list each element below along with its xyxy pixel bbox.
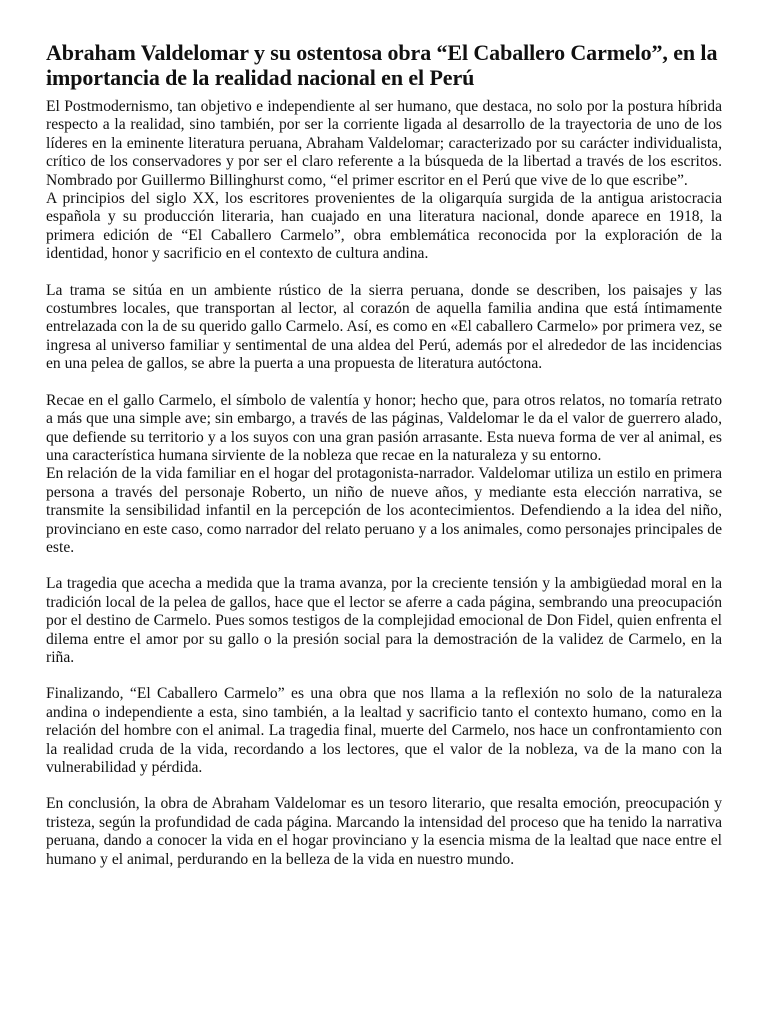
- document-page: [46, 40, 722, 869]
- paragraph-2: A principios del siglo XX, los escritores provenientes de la oligarquía surgida de la antigua aristocracia española y su producción literaria, han cuajado en una literatura nacional, donde aparece en 1918, la primera edición de “El Caballero Carmelo”, obra emblemática reconocida por la exploración de la identidad, honor y sacrificio en el contexto de cultura andina.: [46, 190, 722, 263]
- document-title: Abraham Valdelomar y su ostentosa obra “El Caballero Carmelo”, en la importancia de la realidad nacional en el Perú: [46, 40, 718, 90]
- paragraph-6: La tragedia que acecha a medida que la trama avanza, por la creciente tensión y la ambigüedad moral en la tradición local de la pelea de gallos, hace que el lector se aferre a cada página, sembrando una preocupación por el destino de Carmelo. Pues somos testigos de la complejidad emocional de Don Fidel, quien enfrenta el dilema entre el amor por su gallo o la presión social para la demostración de la validez de Carmelo, en la riña.: [46, 575, 722, 666]
- paragraph-4: Recae en el gallo Carmelo, el símbolo de valentía y honor; hecho que, para otros relatos, no tomaría retrato a más que una simple ave; sin embargo, a través de las páginas, Valdelomar le da el valor de guerrero alado, que defiende su territorio y a los suyos con una gran pasión arrasante. Esta nueva forma de ver al animal, es una característica humana sirviente de la nobleza que recae en la naturaleza y su entorno.: [46, 391, 722, 464]
- paragraph-8: En conclusión, la obra de Abraham Valdelomar es un tesoro literario, que resalta emoción, preocupación y tristeza, según la profundidad de cada página. Marcando la intensidad del proceso que ha tenido la narrativa peruana, dando a conocer la vida en el hogar provinciano y la esencia misma de la lealtad que nace entre el humano y el animal, perdurando en la belleza de la vida en nuestro mundo.: [46, 795, 722, 868]
- paragraph-1: El Postmodernismo, tan objetivo e independiente al ser humano, que destaca, no solo por la postura híbrida respecto a la realidad, sino también, por ser la corriente ligada al desarrollo de la trayectoria de uno de los líderes en la eminente literatura peruana, Abraham Valdelomar; caracterizado por su carácter individualista, crítico de los conservadores y por ser el claro referente a la búsqueda de la libertad a través de los escritos. Nombrado por Guillermo Billinghurst como, “el primer escritor en el Perú que vive de lo que escribe”.: [46, 98, 722, 189]
- paragraph-5: En relación de la vida familiar en el hogar del protagonista-narrador. Valdelomar utiliza un estilo en primera persona a través del personaje Roberto, un niño de nueve años, y mediante esta elección narrativa, se transmite la sensibilidad infantil en la percepción de los acontecimientos. Defendiendo a la idea del niño, provinciano en este caso, como narrador del relato peruano y a los animales, como personajes principales de este.: [46, 465, 722, 556]
- paragraph-spacer: [46, 777, 722, 795]
- paragraph-3: La trama se sitúa en un ambiente rústico de la sierra peruana, donde se describen, los paisajes y las costumbres locales, que transportan al lector, al corazón de aquella familia andina que está íntimamente entrelazada con la de su querido gallo Carmelo. Así, es como en «El caballero Carmelo» por primera vez, se ingresa al universo familiar y sentimental de una aldea del Perú, además por el alrededor de las incidencias en una pelea de gallos, se abre la puerta a una propuesta de literatura autóctona.: [46, 281, 722, 373]
- paragraph-spacer: [46, 374, 722, 392]
- paragraph-spacer: [46, 557, 722, 575]
- paragraph-7: Finalizando, “El Caballero Carmelo” es una obra que nos llama a la reflexión no solo de la naturaleza andina o independiente a esta, sino también, a la lealtad y sacrificio tanto el contexto humano, como en la relación del hombre con el animal. La tragedia final, muerte del Carmelo, nos hace un confrontamiento con la realidad cruda de la vida, recordando a los lectores, que el valor de la nobleza, va de la mano con la vulnerabilidad y pérdida.: [46, 685, 722, 776]
- paragraph-spacer: [46, 264, 722, 282]
- paragraph-spacer: [46, 667, 722, 685]
